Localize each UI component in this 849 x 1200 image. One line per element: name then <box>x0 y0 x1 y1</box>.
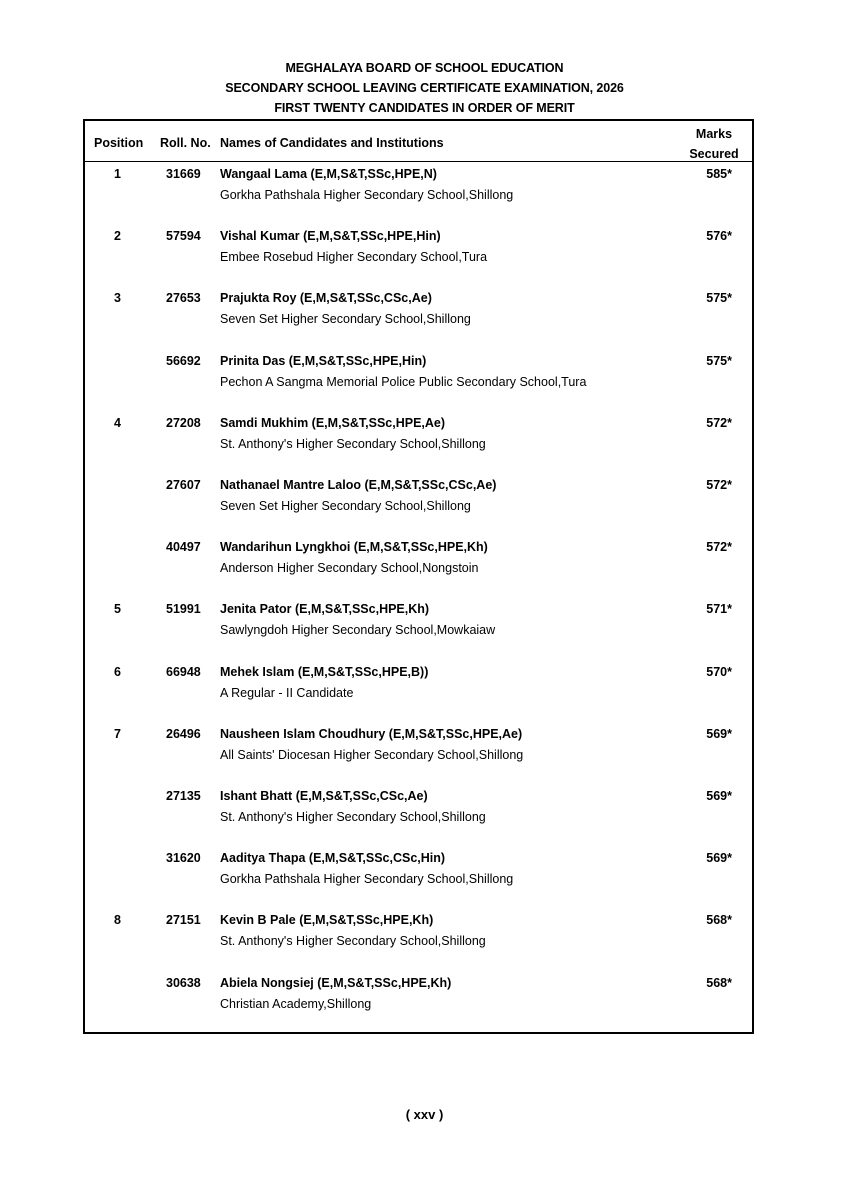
cell-candidate-name: Wangaal Lama (E,M,S&T,SSc,HPE,N) <box>220 167 437 181</box>
cell-roll-number: 57594 <box>166 229 201 244</box>
column-header-marks-line1: Marks <box>695 127 733 141</box>
table-row <box>85 976 752 1034</box>
cell-roll-number: 27135 <box>166 789 201 803</box>
table-row <box>85 540 752 598</box>
column-header-position: Position <box>94 136 144 150</box>
cell-candidate-name: Jenita Pator (E,M,S&T,SSc,HPE,Kh) <box>220 602 430 617</box>
list-title: FIRST TWENTY CANDIDATES IN ORDER OF MERIT <box>274 101 575 115</box>
cell-marks: 570* <box>706 664 732 679</box>
cell-institution: Pechon A Sangma Memorial Police Public Secondary School,Tura <box>220 374 587 389</box>
cell-marks: 569* <box>706 851 732 866</box>
cell-position: 4 <box>114 415 121 430</box>
cell-institution: Gorkha Pathshala Higher Secondary School,Shillong <box>220 188 514 202</box>
table-row <box>85 851 752 909</box>
cell-marks: 568* <box>706 913 732 928</box>
cell-position: 8 <box>114 913 121 928</box>
cell-institution: Seven Set Higher Secondary School,Shillong <box>220 312 471 327</box>
table-row <box>85 354 752 412</box>
cell-candidate-name: Prajukta Roy (E,M,S&T,SSc,CSc,Ae) <box>220 291 432 306</box>
cell-roll-number: 27653 <box>166 291 201 306</box>
cell-institution: Sawlyngdoh Higher Secondary School,Mowkaiaw <box>220 623 496 638</box>
column-header-roll: Roll. No. <box>160 136 211 150</box>
cell-candidate-name: Nausheen Islam Choudhury (E,M,S&T,SSc,HPE,Ae) <box>220 726 523 741</box>
cell-marks: 568* <box>706 975 732 990</box>
cell-marks: 575* <box>706 291 732 306</box>
cell-institution: Seven Set Higher Secondary School,Shillong <box>220 499 471 513</box>
table-row <box>85 416 752 474</box>
cell-candidate-name: Nathanael Mantre Laloo (E,M,S&T,SSc,CSc,Ae) <box>220 478 497 492</box>
column-header-marks <box>680 124 748 164</box>
cell-roll-number: 31669 <box>166 167 201 181</box>
table-row <box>85 229 752 287</box>
cell-candidate-name: Ishant Bhatt (E,M,S&T,SSc,CSc,Ae) <box>220 789 428 803</box>
column-header-marks-line2: Secured <box>689 147 739 161</box>
table-row <box>85 789 752 847</box>
board-title: MEGHALAYA BOARD OF SCHOOL EDUCATION <box>285 61 564 75</box>
table-row <box>85 291 752 349</box>
cell-institution: All Saints' Diocesan Higher Secondary School,Shillong <box>220 747 524 762</box>
cell-candidate-name: Wandarihun Lyngkhoi (E,M,S&T,SSc,HPE,Kh) <box>220 540 488 555</box>
cell-marks: 569* <box>706 726 732 741</box>
table-row <box>85 665 752 723</box>
header-divider <box>85 161 752 162</box>
cell-marks: 585* <box>706 167 732 181</box>
table-row <box>85 913 752 971</box>
cell-marks: 569* <box>706 789 732 803</box>
cell-marks: 576* <box>706 229 732 244</box>
cell-institution: St. Anthony's Higher Secondary School,Shillong <box>220 436 486 451</box>
cell-position: 2 <box>114 229 121 244</box>
cell-roll-number: 56692 <box>166 353 201 368</box>
cell-roll-number: 26496 <box>166 726 201 741</box>
cell-institution: Gorkha Pathshala Higher Secondary School,Shillong <box>220 872 514 887</box>
cell-institution: Christian Academy,Shillong <box>220 996 372 1011</box>
exam-title: SECONDARY SCHOOL LEAVING CERTIFICATE EXAMINATION, 2026 <box>225 81 624 95</box>
cell-roll-number: 27151 <box>166 913 201 928</box>
cell-marks: 571* <box>706 602 732 617</box>
cell-roll-number: 27208 <box>166 415 201 430</box>
column-header-name: Names of Candidates and Institutions <box>220 136 444 150</box>
cell-roll-number: 51991 <box>166 602 201 617</box>
cell-marks: 572* <box>706 478 732 492</box>
cell-candidate-name: Kevin B Pale (E,M,S&T,SSc,HPE,Kh) <box>220 913 434 928</box>
cell-institution: Anderson Higher Secondary School,Nongstoin <box>220 561 479 576</box>
cell-institution: Embee Rosebud Higher Secondary School,Tura <box>220 250 488 265</box>
cell-position: 1 <box>114 167 121 181</box>
cell-candidate-name: Samdi Mukhim (E,M,S&T,SSc,HPE,Ae) <box>220 415 446 430</box>
cell-candidate-name: Aaditya Thapa (E,M,S&T,SSc,CSc,Hin) <box>220 851 446 866</box>
cell-roll-number: 40497 <box>166 540 201 555</box>
cell-roll-number: 31620 <box>166 851 201 866</box>
cell-position: 5 <box>114 602 121 617</box>
merit-table <box>83 119 754 1034</box>
cell-marks: 572* <box>706 415 732 430</box>
cell-position: 6 <box>114 664 121 679</box>
cell-marks: 575* <box>706 353 732 368</box>
cell-roll-number: 66948 <box>166 664 201 679</box>
cell-candidate-name: Vishal Kumar (E,M,S&T,SSc,HPE,Hin) <box>220 229 441 244</box>
cell-position: 7 <box>114 726 121 741</box>
cell-institution: St. Anthony's Higher Secondary School,Shillong <box>220 934 486 949</box>
cell-roll-number: 27607 <box>166 478 201 492</box>
cell-candidate-name: Abiela Nongsiej (E,M,S&T,SSc,HPE,Kh) <box>220 975 452 990</box>
page-number: ( xxv ) <box>405 1107 444 1122</box>
cell-candidate-name: Mehek Islam (E,M,S&T,SSc,HPE,B)) <box>220 664 429 679</box>
cell-institution: A Regular - II Candidate <box>220 685 354 700</box>
cell-marks: 572* <box>706 540 732 555</box>
cell-roll-number: 30638 <box>166 975 201 990</box>
table-row <box>85 167 752 225</box>
cell-candidate-name: Prinita Das (E,M,S&T,SSc,HPE,Hin) <box>220 353 427 368</box>
table-row <box>85 602 752 660</box>
table-row <box>85 478 752 536</box>
table-row <box>85 727 752 785</box>
cell-position: 3 <box>114 291 121 306</box>
cell-institution: St. Anthony's Higher Secondary School,Shillong <box>220 810 486 824</box>
